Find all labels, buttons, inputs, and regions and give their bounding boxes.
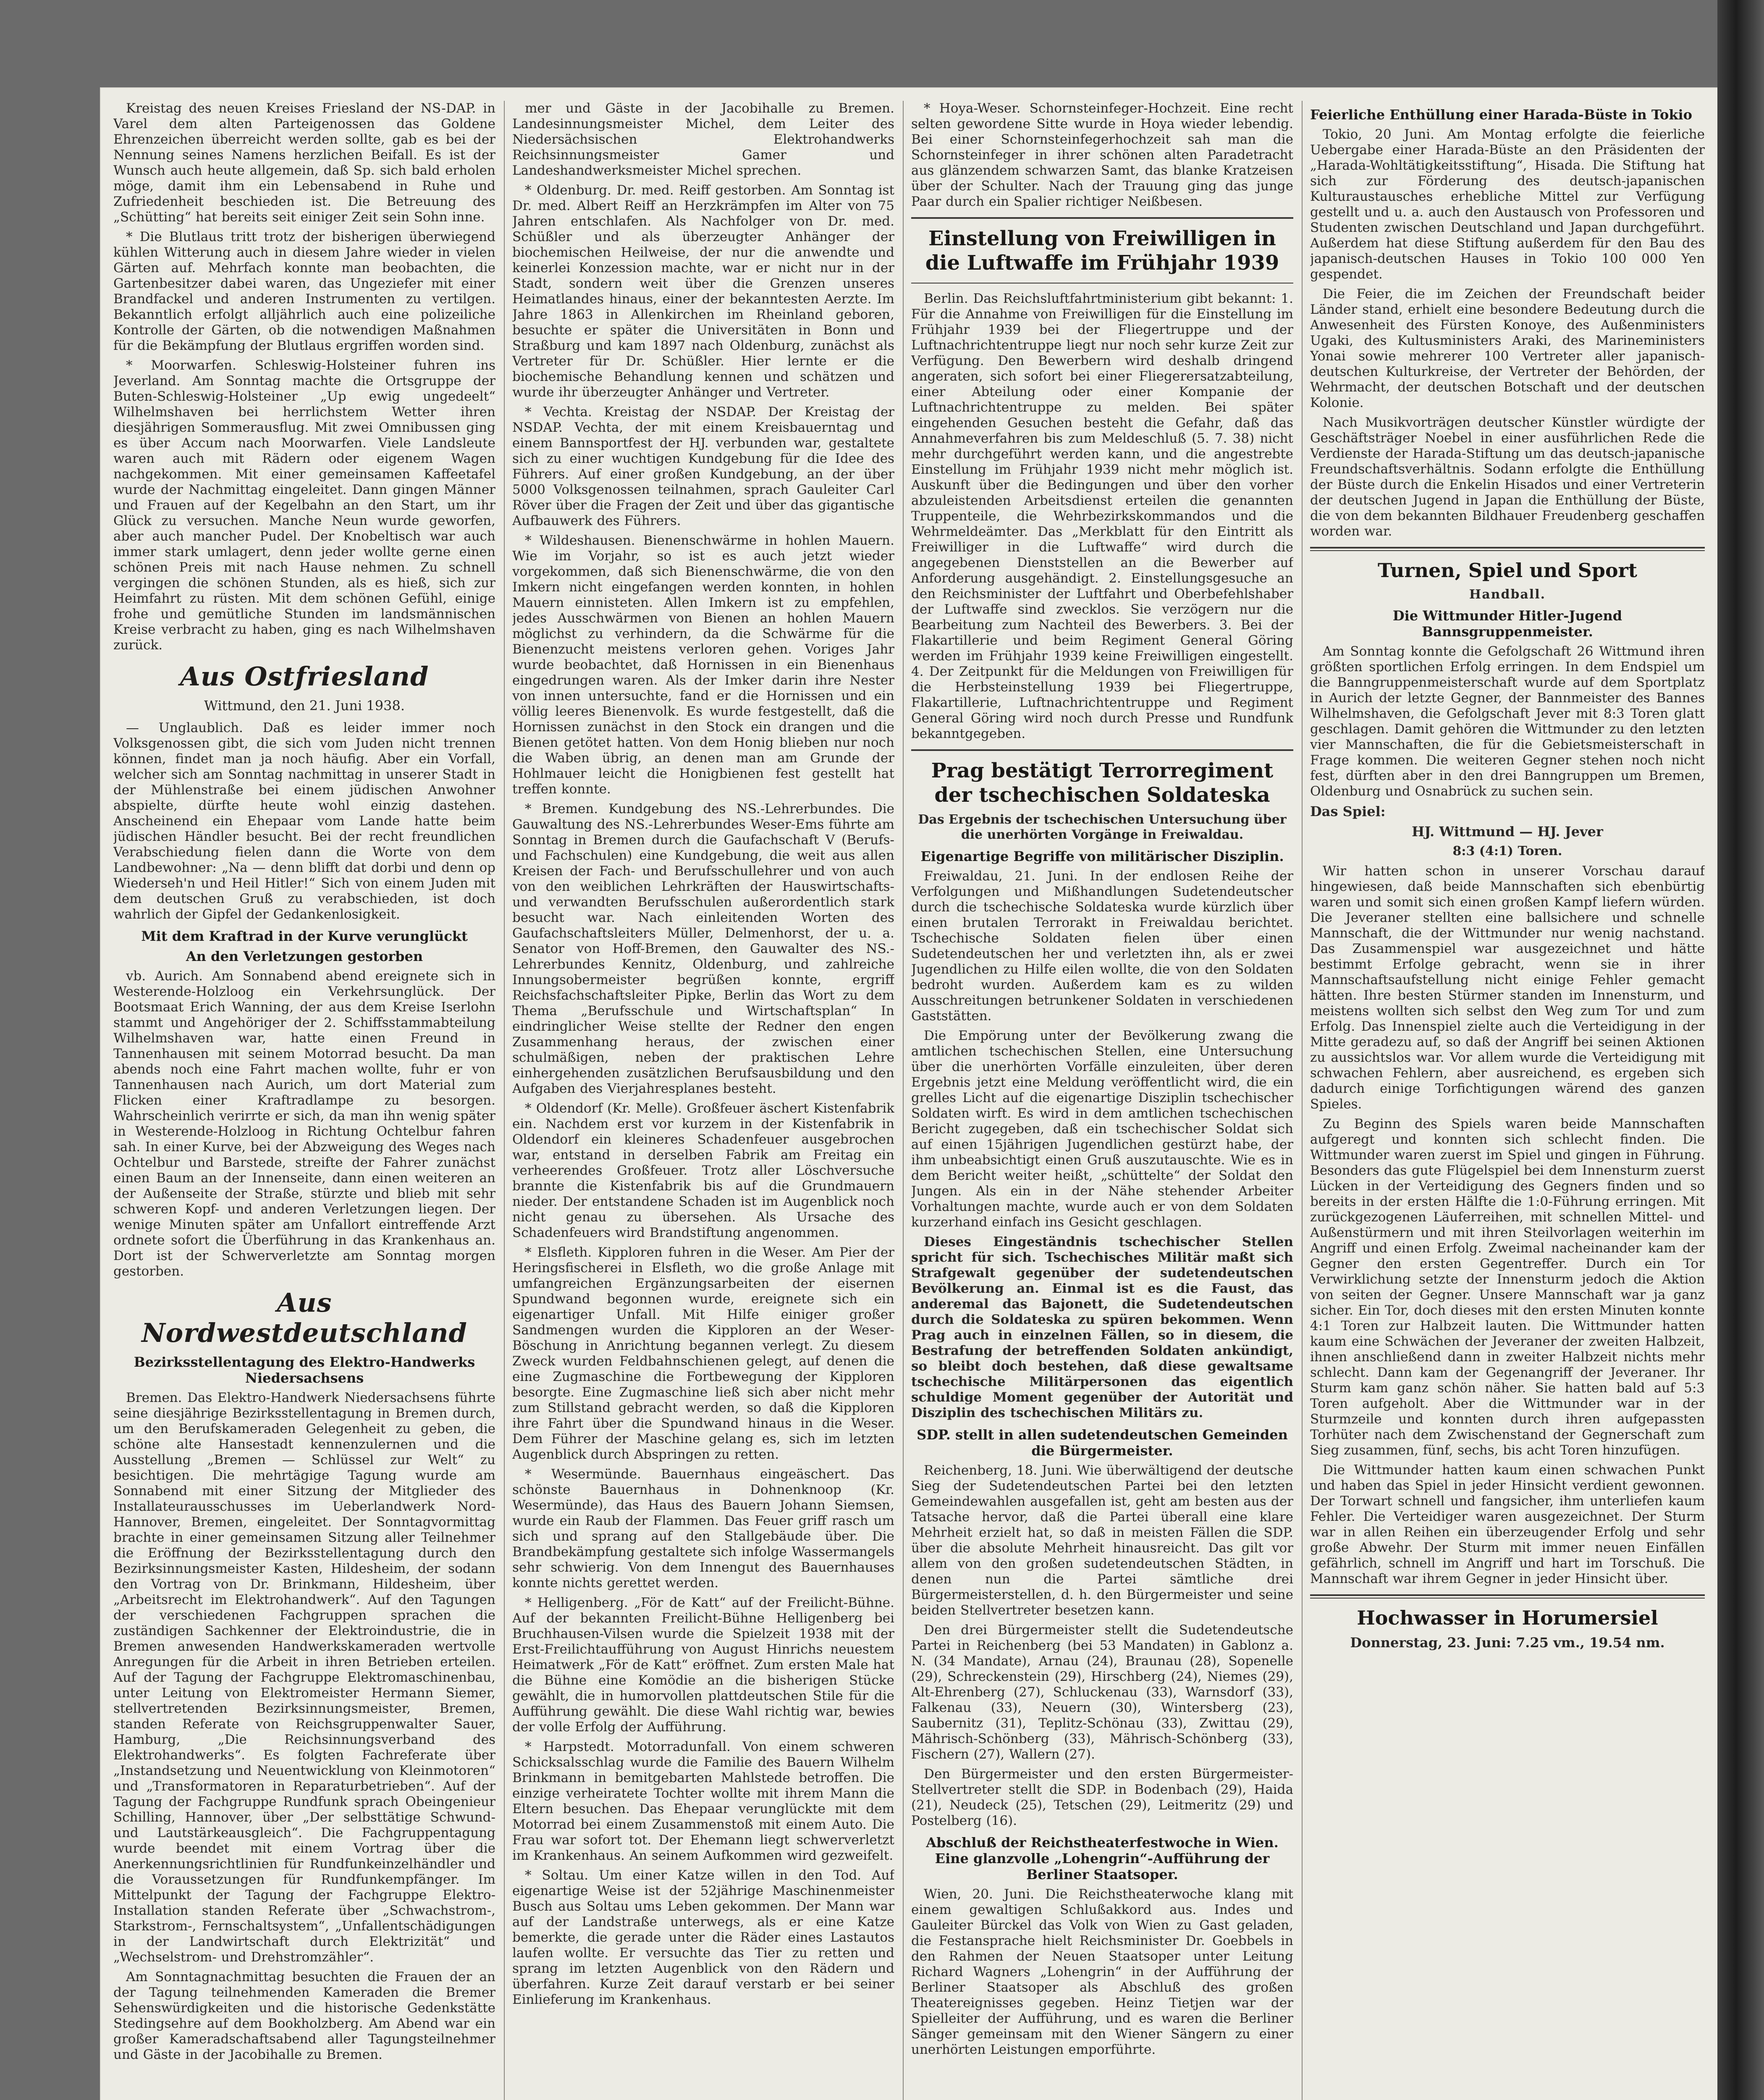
article-paragraph: Die Feier, die im Zeichen der Freundschaft beider Länder stand, erhielt eine besondere Bedeutung durch die Anwesenheit des Fürsten Konoye, des Außenministers Ugaki, des Kultusministers Araki, des Marineministers Yonai sowie mehrerer 100 Vertreter aller japanisch-deutschen Kulturkreise, der Vertreter der Behörden, der Wehrmacht, der deutschen Botschaft und der deutschen Kolonie.: [1310, 286, 1705, 410]
article-paragraph: Die Empörung unter der Bevölkerung zwang die amtlichen tschechischen Stellen, eine Untersuchung über die unerhörten Vorfälle einzuleiten, über deren Ergebnis jetzt eine Meldung veröffentlicht wird, die ein grelles Licht auf die eigenartige Disziplin tschechischer Soldaten wirft. Es wird in dem amtlichen tschechischen Bericht zugegeben, daß ein tschechischer Soldat sich auf einen 15jährigen Jugendlichen gestürzt habe, der ihm unbeabsichtigt einen Gruß auszutauschte. Wie es in dem Bericht weiter heißt, „schüttelte“ der Soldat den Jungen. Als ein in der Nähe stehender Arbeiter Vorhaltungen machte, wurde auch er von dem Soldaten kurzerhand einfach ins Gesicht geschlagen.: [911, 1028, 1293, 1230]
article-paragraph: Die Wittmunder hatten kaum einen schwachen Punkt und haben das Spiel in jeder Hinsicht verdient gewonnen. Der Torwart schnell und fangsicher, ihm unterliefen kaum Fehler. Die Verteidiger waren ausgezeichnet. Der Sturm war in allen Reihen ein überzeugender Erfolg und sehr große Abwehr. Der Sturm mit immer neuen Einfällen gefährlich, schnell im Angriff und hart im Torschuß. Die Mannschaft war ihrem Gegner in jeder Hinsicht über.: [1310, 1462, 1705, 1586]
article-paragraph: * Bremen. Kundgebung des NS.-Lehrerbundes. Die Gauwaltung des NS.-Lehrerbundes Weser-Ems führte am Sonntag in Bremen durch die Gaufachschaft V (Berufs- und Fachschulen) eine Kundgebung, die weit aus allen Kreisen der Fach- und Berufsschullehrer und von auch von den weiblichen Lehrkräften der Hauswirtschafts- und verwandten Berufsschulen außerordentlich stark besucht war. Nach einleitenden Worten des Gaufachschaftsleiters Müller, Delmenhorst, der u. a. Senator von Hoff-Bremen, den Gauwalter des NS.-Lehrerbundes Kennitz, Oldenburg, und zahlreiche Innungsobermeister begrüßen konnte, ergriff Reichsfachschaftsleiter Pipke, Berlin das Wort zu dem Thema „Berufsschule und Wirtschaftsplan“ In eindringlicher Weise stellte der Redner den engen Zusammenhang heraus, der zwischen einer schulmäßigen, neben der praktischen Lehre einhergehenden zusätzlichen Berufsausbildung und den Aufgaben des Vierjahresplanes besteht.: [512, 801, 894, 1096]
section-title-hochwasser: Hochwasser in Horumersiel: [1357, 1606, 1658, 1629]
article-paragraph: Nach Musikvorträgen deutscher Künstler würdigte der Geschäftsträger Noebel in einer ausführlichen Rede die Verdienste der Harada-Stiftung um das deutsch-japanische Freundschaftsverhältnis. Sodann erfolgte die Enthüllung der Büste durch die Enkelin Hisados und einer Vertreterin der deutschen Jugend in Japan die Enthüllung der Büste, die von dem bekannten Bildhauer Freudenberg geschaffen worden war.: [1310, 415, 1705, 539]
article-headline-luftwaffe: Einstellung von Freiwilligen in die Luftwaffe im Frühjahr 1939: [925, 227, 1279, 275]
article-paragraph: * Vechta. Kreistag der NSDAP. Der Kreistag der NSDAP. Vechta, der mit einem Kreisbauerntag und einem Bannsportfest der HJ. verbunden war, gestaltete sich zu einer wuchtigen Kundgebung für die Idee des Führers. Auf einer großen Kundgebung, an der über 5000 Volksgenossen teilnahmen, sprach Gauleiter Carl Röver über die Fragen der Zeit und über das gigantische Aufbauwerk des Führers.: [512, 404, 894, 528]
article-paragraph: vb. Aurich. Am Sonnabend abend ereignete sich in Westerende-Holzloog ein Verkehrsunglück. Der Bootsmaat Erich Wanning, der aus dem Kreise Iserlohn stammt und Angehöriger der 2. Schiffsstammabteilung Wilhelmshaven war, hatte einen Freund in Tannenhausen mit seinem Motorrad besucht. Da man abends noch eine Fahrt machen wollte, fuhr er von Tannenhausen nach Aurich, um dort Material zum Flicken einer Kraftradlampe zu besorgen. Wahrscheinlich verirrte er sich, da man ihn wenig später in Westerende-Holzloog in Richtung Ochtelbur fahren sah. In einer Kurve, bei der Abzweigung des Weges nach Ochtelbur und Barstede, streifte der Fahrer zunächst einen Baum an der Innenseite, dann einen weiteren an der Außenseite der Straße, stürzte und blieb mit sehr schweren Kopf- und anderen Verletzungen liegen. Der wenige Minuten später am Unfallort eintreffende Arzt ordnete sofort die Überführung in das Krankenhaus an. Dort ist der Schwerverletzte am Sonntag morgen gestorben.: [113, 969, 495, 1279]
article-paragraph: — Unglaublich. Daß es leider immer noch Volksgenossen gibt, die sich vom Juden nicht trennen können, findet man ja noch häufig. Aber ein Vorfall, welcher sich am Sonntag nachmittag in unserer Stadt in der Mühlenstraße bei einem jüdischen Anwohner abspielte, dürfte heute wohl einzig dastehen. Anscheinend ein Ehepaar vom Lande hatte beim jüdischen Händler besucht. Bei der recht freundlichen Verabschiedung fielen dann die Worte von dem Landbewohner: „Na — denn blifft dat dorbi und denn op Wiederseh'n und Heil Hitler!“ Sich von einem Juden mit dem deutschen Gruß zu verabschieden, ist doch wahrlich der Gipfel der Gedankenlosigkeit.: [113, 720, 495, 922]
tide-times: Donnerstag, 23. Juni: 7.25 vm., 19.54 nm.: [1350, 1635, 1665, 1651]
article-headline: Bezirksstellentagung des Elektro-Handwerks Niedersachsens: [134, 1354, 475, 1386]
section-title-sport: Turnen, Spiel und Sport: [1377, 559, 1638, 582]
regional-heading-nordwestdeutschland: Aus Nordwestdeutschland: [142, 1287, 467, 1348]
article-paragraph: * Elsfleth. Kipploren fuhren in die Weser. Am Pier der Heringsfischerei in Elsfleth, wo die große Anlage mit umfangreichen Ergänzungsarbeiten der eisernen Spundwand begonnen wurde, ereignete sich ein eigenartiger Unfall. Mit Hilfe einiger großer Sandmengen wurden die Kipploren an der Weser-Böschung in Anrichtung begannen verlegt. Zu diesem Zweck wurden Feldbahnschienen gelegt, auf denen die eine Zugmaschine die Fortbewegung der Kipploren besorgte. Eine Zugmaschine ließ sich aber nicht mehr zum Stillstand gebracht werden, so daß die Kipploren ihre Fahrt über die Spundwand hinaus in die Weser. Dem Führer der Maschine gelang es, sich im letzten Augenblick durch Abspringen zu retten.: [512, 1245, 894, 1462]
article-paragraph: Den drei Bürgermeister stellt die Sudetendeutsche Partei in Reichenberg (bei 53 Mandaten) in Gablonz a. N. (34 Mandate), Arnau (24), Braunau (28), Sopenelle (29), Schreckenstein (29), Hirschberg (24), Niemes (29), Alt-Ehrenberg (27), Schluckenau (33), Warnsdorf (33), Falkenau (33), Neuern (30), Wintersberg (23), Saubernitz (31), Teplitz-Schönau (33), Zwittau (29), Mährisch-Schönberg (33), Mährisch-Schönberg (33), Fischern (27), Wallern (27).: [911, 1622, 1293, 1762]
article-deck: Das Ergebnis der tschechischen Untersuchung über die unerhörten Vorgänge in Freiwaldau.: [918, 812, 1287, 842]
article-headline: Feierliche Enthüllung einer Harada-Büste in Tokio: [1310, 107, 1693, 123]
article-paragraph: Kreistag des neuen Kreises Friesland der NS-DAP. in Varel dem alten Parteigenossen das Goldene Ehrenzeichen überreicht werden sollte, gab es bei der Nennung seines Namens herzlichen Beifall. Es ist der Wunsch auch heute allgemein, daß Sp. sich bald erholen möge, damit ihm ein Lebensabend in Ruhe und Zufriedenheit beschieden ist. Die Betreuung des „Schütting“ hat bereits seit einiger Zeit sein Sohn inne.: [113, 101, 495, 225]
article-paragraph: * Harpstedt. Motorradunfall. Von einem schweren Schicksalsschlag wurde die Familie des Bauern Wilhelm Brinkmann in bemitgebarten Mahlstede betroffen. Die einzige verheiratete Tochter wollte mit ihrem Mann die Eltern besuchen. Das Ehepaar verunglückte mit dem Motorrad bei einem Zusammenstoß mit einem Auto. Die Frau war sofort tot. Der Ehemann liegt schwerverletzt im Krankenhaus. An seinem Aufkommen wird gezweifelt.: [512, 1739, 894, 1863]
section-divider: [1310, 1594, 1705, 1599]
article-paragraph: Am Sonntag konnte die Gefolgschaft 26 Wittmund ihren größten sportlichen Erfolg erringen. In dem Endspiel um die Banngruppenmeisterschaft wurde auf dem Sportplatz in Aurich der letzte Gegner, der Bannmeister des Bannes Wilhelmshaven, die Gefolgschaft Jever mit 8:3 Toren glatt geschlagen. Damit gehören die Wittmunder zu den letzten vier Mannschaften, die für die Gebietsmeisterschaft in Frage kommen. Die weiteren Gegner stehen noch nicht fest, dürften aber in den drei Banngruppen um Bremen, Oldenburg und Osnabrück zu suchen sein.: [1310, 644, 1705, 799]
article-paragraph: Bremen. Das Elektro-Handwerk Niedersachsens führte seine diesjährige Bezirksstellentagung in Bremen durch, um den Berufskameraden Gelegenheit zu geben, die schöne alte Hansestadt kennenzulernen und die Ausstellung „Bremen — Schlüssel zur Welt“ zu besichtigen. Die mehrtägige Tagung wurde am Sonnabend mit einer Sitzung der Mitglieder des Installateurausschusses im Ueberlandwerk Nord-Hannover, Bremen, eingeleitet. Der Sonntagvormittag brachte in einer gemeinsamen Sitzung aller Teilnehmer die Eröffnung der Bezirksstellentagung durch den Bezirksinnungsmeister Kasten, Hildesheim, der sodann den Vortrag von Dr. Brinkmann, Hildesheim, über „Arbeitsrecht im Elektrohandwerk“. Auf den Tagungen der verschiedenen Fachgruppen sprachen die zuständigen Sachkenner der Elektroindustrie, die in Bremen anwesenden Handwerkskameraden wertvolle Anregungen für die Arbeit in ihren Betrieben erteilen. Auf der Tagung der Fachgruppe Elektromaschinenbau, unter Leitung von Elektromeister Hermann Siemer, stellvertretenden Bezirksinnungsmeister, Bremen, standen Referate von Reichsgruppenwalter Sauer, Hamburg, „Die Reichsinnungsverband des Elektrohandwerks“. Es folgten Fachreferate über „Instandsetzung und Neuentwicklung von Kleinmotoren“ und „Transformatoren in Reparaturbetrieben“. Auf der Tagung der Fachgruppe Rundfunk sprach Obeingenieur Schilling, Hannover, über „Der selbsttätige Schwund- und Lautstärkeausgleich“. Die Fachgruppentagung wurde beendet mit einem Vortrag über die Anerkennungsrichtlinien für Rundfunkeinzelhändler und die Voraussetzungen für Rundfunkempfänger. Im Mittelpunkt der Tagung der Fachgruppe Elektro-Installation standen Referate über „Schwachstrom-, Starkstrom-, Fernschaltsystem“, „Unfallentschädigungen in der Landwirtschaft durch Elektrizität“ und „Wechselstrom- und Drehstromzähler“.: [113, 1390, 495, 1965]
article-paragraph: * Helligenberg. „För de Katt“ auf der Freilicht-Bühne. Auf der bekannten Freilicht-Bühne Helligenberg bei Bruchhausen-Vilsen wurde die Spielzeit 1938 mit der Erst-Freilichtaufführung von August Hinrichs neuestem Heimatwerk „För de Katt“ eröffnet. Zum ersten Male hat die Bühne eine Komödie an die bisherigen Stücke gewählt, die in humorvollen plattdeutschen Stile für die Aufführung gewählt. Die diese Wahl richtig war, bewies der volle Erfolg der Aufführung.: [512, 1595, 894, 1735]
article-paragraph: * Hoya-Weser. Schornsteinfeger-Hochzeit. Eine recht selten gewordene Sitte wurde in Hoya wieder lebendig. Bei einer Schornsteinfegerhochzeit sah man die Schornsteinfeger in ihrer schönen alten Paradetracht aus glänzendem schwarzen Samt, das blanke Kratzeisen über der Schulter. Nach der Trauung ging das junge Paar durch ein Spalier richtiger Neißbesen.: [911, 101, 1293, 209]
article-paragraph: Den Bürgermeister und den ersten Bürgermeister-Stellvertreter stellt die SDP. in Bodenbach (29), Haida (21), Neudeck (25), Tetschen (29), Leitmeritz (29) und Postelberg (16).: [911, 1767, 1293, 1828]
column-rule: [1302, 101, 1303, 2100]
article-paragraph: Zu Beginn des Spiels waren beide Mannschaften aufgeregt und konnten sich schlecht finden. Die Wittmunder waren zuerst im Spiel und gingen in Führung. Besonders das gute Flügelspiel bei dem Innensturm zuerst Lücken in der Verteidigung des Gegners finden und so bereits in der ersten Hälfte die 1:0-Führung erringen. Mit zurückgezogenen Läuferreihen, mit schnellen Mittel- und Außenstürmern und mit ihren Steilvorlagen weiterhin im Angriff und einen Erfolg. Zweimal nacheinander kam der Gegner den ersten Gegentreffer. Durch ein Tor Verwirklichung setzte der Innensturm jedoch die Aktion von seiten der Gegner. Unsere Mannschaft war ja ganz sicher. Ein Tor, doch dieses mit den ersten Minuten konnte 4:1 Toren zur Halbzeit lauten. Die Wittmunder hatten kaum eine Schwächen der Jeveraner der zweiten Halbzeit, ihnen anschließend dann in zweiter Halbzeit nichts mehr schlecht. Dann kam der Gegenangriff der Jeveraner. Ihr Sturm kam ganz schön näher. Sie hatten bald auf 5:3 Toren aufgeholt. Aber die Wittmunder war in der Sturmzeile und konnten durch ihren aufgepassten Torhüter nach dem Zwischenstand der Gegnerschaft zum Sieg zusammen, fünf, sechs, bis acht Toren hinzufügen.: [1310, 1116, 1705, 1458]
article-paragraph: * Wildeshausen. Bienenschwärme in hohlen Mauern. Wie im Vorjahr, so ist es auch jetzt wieder vorgekommen, daß sich Bienenschwärme, die von den Imkern nicht eingefangen werden konnten, in hohlen Mauern einnisteten. Allen Imkern ist zu empfehlen, jedes Ausschwärmen von Bienen an hohlen Mauern möglichst zu verhindern, da die Schwärme für die Bienenzucht meistens verloren gehen. Voriges Jahr wurde beobachtet, daß Hornissen in ein Bienenhaus eingedrungen waren. Als der Imker darin ihre Nester von innen untersuchte, fand er die Hornissen und ein völlig leeres Bienenvolk. Es wurde festgestellt, daß die Hornissen zunächst in den Stock ein drangen und die Bienen getötet hatten. Von dem Honig blieben nur noch die Waben übrig, an denen man am Grunde der Hohlmauer leicht die Honigbienen fest gestellt hat treffen konnte.: [512, 533, 894, 797]
article-paragraph: Dieses Eingeständnis tschechischer Stellen spricht für sich. Tschechisches Militär maßt sich Strafgewalt gegenüber der sudetendeutschen Bevölkerung an. Einmal ist es die Faust, das anderemal das Bajonett, die Sudetendeutschen durch die Soldateska zu spüren bekommen. Wenn Prag auch in einzelnen Fällen, so in diesem, die Bestrafung der betreffenden Soldaten ankündigt, so bleibt doch bestehen, daß diese gewaltsame tschechische Militärpersonen das eigentlich schuldige Moment gegenüber der Autorität und Disziplin des tschechischen Militärs zu.: [911, 1234, 1293, 1420]
article-paragraph: * Oldenburg. Dr. med. Reiff gestorben. Am Sonntag ist Dr. med. Albert Reiff an Herzkrämpfen im Alter von 75 Jahren entschlafen. Als Nachfolger von Dr. med. Schüßler und als überzeugter Anhänger der biochemischen Heilweise, der nur die anwendte und keinerlei Konzession machte, war er nicht nur in der Stadt, sondern weit über die Grenzen unseres Heimatlandes hinaus, einer der bekanntesten Aerzte. Im Jahre 1863 in Allenkirchen im Rheinland geboren, besuchte er später die Universitäten in Bonn und Straßburg und kam 1897 nach Oldenburg, zunächst als Vertreter für Dr. Schüßler. Hier lernte er die biochemische Behandlung kennen und schätzen und wurde ihr überzeugter Anhänger und Vertreter.: [512, 183, 894, 400]
match-result: 8:3 (4:1) Toren.: [1452, 844, 1562, 858]
article-paragraph: Berlin. Das Reichsluftfahrtministerium gibt bekannt: 1. Für die Annahme von Freiwilligen für die Einstellung im Frühjahr 1939 bei der Fliegertruppe und der Luftnachrichtentruppe liegt nur noch sehr kurze Zeit zur Verfügung. Den Bewerbern wird deshalb dringend angeraten, sich sofort bei einer Fliegerersatzabteilung, einer Abteilung oder einer Kompanie der Luftnachrichtentruppe zu melden. Bei später eingehenden Gesuchen besteht die Gefahr, daß das Annahmeverfahren bis zum Meldeschluß (5. 7. 38) nicht mehr durchgeführt werden kann, und die angestrebte Einstellung im Frühjahr 1939 nicht mehr möglich ist. Auskunft über die Bedingungen und über den vorher abzuleistenden Arbeitsdienst erteilen die genannten Truppenteile, die Wehrbezirkskommandos und die Wehrmeldeämter. Das „Merkblatt für den Eintritt als Freiwilliger in die Luftwaffe“ wird durch die angegebenen Dienststellen an die Bewerber auf Anforderung ausgehändigt. 2. Einstellungsgesuche an den Reichsminister der Luftfahrt und Oberbefehlshaber der Luftwaffe sind zwecklos. Sie verzögern nur die Bearbeitung zum Nachteil des Bewerbers. 3. Bei der Flakartillerie und beim Regiment General Göring werden im Frühjahr 1939 keine Freiwilligen eingestellt. 4. Der Zeitpunkt für die Meldungen von Freiwilligen für die Herbsteinstellung 1939 bei Fliegertruppe, Flakartillerie, Luftnachrichtentruppe und Regiment General Göring wird noch durch Presse und Rundfunk bekanntgegeben.: [911, 291, 1293, 741]
article-headline-prag: Prag bestätigt Terrorregiment der tschechischen Soldateska: [931, 759, 1274, 807]
column-rule: [504, 101, 505, 2100]
article-paragraph: mer und Gäste in der Jacobihalle zu Bremen. Landesinnungsmeister Michel, dem Leiter des Niedersächsischen Elektrohandwerks Reichsinnungsmeister Gamer und Landeshandwerksmeister Michel sprechen.: [512, 101, 894, 178]
match-label: Das Spiel:: [1310, 803, 1386, 819]
regional-heading-ostfriesland: Aus Ostfriesland: [180, 661, 429, 692]
column-2: [512, 101, 894, 2100]
article-paragraph: * Oldendorf (Kr. Melle). Großfeuer äschert Kistenfabrik ein. Nachdem erst vor kurzem in der Kistenfabrik in Oldendorf ein kleineres Schadenfeuer ausgebrochen war, entstand in derselben Fabrik am Freitag ein verheerendes Großfeuer. Trotz aller Löschversuche brannte die Kistenfabrik bis auf die Grundmauern nieder. Der entstandene Schaden ist im Augenblick noch nicht genau zu übersehen. Als Ursache des Schadenfeuers wird Brandstiftung angenommen.: [512, 1101, 894, 1240]
article-paragraph: * Die Blutlaus tritt trotz der bisherigen überwiegend kühlen Witterung auch in diesem Jahre wieder in vielen Gärten auf. Mehrfach konnte man beobachten, die Gartenbesitzer dabei waren, das Ungeziefer mit einer Brandfackel und anderen Instrumenten zu vertilgen. Bekanntlich erfolgt alljährlich auch eine polizeiliche Kontrolle der Gärten, ob die notwendigen Maßnahmen für die Bekämpfung der Blutlaus ergriffen worden sind.: [113, 229, 495, 353]
article-headline: SDP. stellt in allen sudetendeutschen Gemeinden die Bürgermeister.: [917, 1427, 1288, 1459]
section-divider: [911, 749, 1293, 751]
page-edge-shadow: [1717, 0, 1764, 2100]
article-paragraph: Reichenberg, 18. Juni. Wie überwältigend der deutsche Sieg der Sudetendeutschen Partei bei den letzten Gemeindewahlen ausgefallen ist, geht am besten aus der Tatsache hervor, daß die Partei überall eine klare Mehrheit erzielt hat, so daß in meisten Fällen die SDP. über die absolute Mehrheit hinausreicht. Das gilt vor allem von den großen sudetendeutschen Städten, in denen nun die Partei sämtliche drei Bürgermeisterstellen, d. h. den Bürgermeister und seine beiden Stellvertreter besetzen kann.: [911, 1463, 1293, 1618]
section-subtitle: Handball.: [1469, 587, 1546, 602]
column-rule: [903, 101, 904, 2100]
article-headline: Abschluß der Reichstheaterfestwoche in Wien. Eine glanzvolle „Lohengrin“-Aufführung der Berliner Staatsoper.: [926, 1835, 1279, 1882]
article-paragraph: * Wesermünde. Bauernhaus eingeäschert. Das schönste Bauernhaus in Dohnenknoop (Kr. Wesermünde), das Haus des Bauern Johann Siemsen, wurde ein Raub der Flammen. Das Feuer griff rasch um sich und sprang auf den Stallgebäude über. Die Brandbekämpfung gestaltete sich infolge Wassermangels sehr schwierig. Von dem Innengut des Bauernhauses konnte nichts gerettet werden.: [512, 1467, 894, 1591]
article-paragraph: * Moorwarfen. Schleswig-Holsteiner fuhren ins Jeverland. Am Sonntag machte die Ortsgruppe der Buten-Schleswig-Holsteiner „Up ewig ungedeelt“ Wilhelmshaven bei herrlichstem Wetter ihren diesjährigen Sommerausflug. Mit zwei Omnibussen ging es über Accum nach Moorwarfen. Viele Landsleute waren auch mit Rädern oder eigenem Wagen nachgekommen. Mit einer gemeinsamen Kaffeetafel wurde der Nachmittag eingeleitet. Dann gingen Männer und Frauen auf der Kegelbahn an den Start, um ihr Glück zu versuchen. Manche Neun wurde geworfen, aber auch mancher Pudel. Der Knobeltisch war auch immer stark umlagert, denn jeder wollte gerne einen schönen Preis mit nach Hause nehmen. Zu schnell vergingen die schönen Stunden, als es hieß, sich zur Heimfahrt zu rüsten. Mit dem schönen Gefühl, einige frohe und gemütliche Stunden im landsmännischen Kreise verbracht zu haben, ging es nach Wilhelmshaven zurück.: [113, 358, 495, 653]
article-paragraph: Freiwaldau, 21. Juni. In der endlosen Reihe der Verfolgungen und Mißhandlungen Sudetendeutscher durch die tschechische Soldateska wurde kürzlich über einen brutalen Terrorakt in Freiwaldau berichtet. Tschechische Soldaten fielen über einen Sudetendeutschen her und verletzten ihn, als er zwei Jugendlichen zu Hilfe eilen wollte, die von den Soldaten bedroht wurden. Außerdem kam es zu wilden Ausschreitungen betrunkener Soldaten in verschiedenen Gaststätten.: [911, 869, 1293, 1024]
article-paragraph: Wir hatten schon in unserer Vorschau darauf hingewiesen, daß beide Mannschaften sich ebenbürtig waren und somit sich einen großen Kampf liefern würden. Die Jeveraner stellten eine ballsichere und schnelle Mannschaft, die der Wittmunder nur wenig nachstand. Das Zusammenspiel war ausgezeichnet und hätte bestimmt Erfolge gebracht, wenn sie in ihrer Mannschaftsaufstellung nicht einige Fehler gemacht hätten. Ihre besten Stürmer standen im Innensturm, und meistens wollten sich selbst den Weg zum Tor und zum Erfolg. Das Innenspiel zielte auch die Verteidigung in der Mitte geradezu auf, so daß der Angriff bei seinen Aktionen zu aussichtslos war. Vor allem wurde die Verteidigung mit schwachen Fehlern, aber ausreichend, es ergeben sich dadurch einige Torfichtigungen wärend des ganzen Spieles.: [1310, 864, 1705, 1112]
article-paragraph: Tokio, 20 Juni. Am Montag erfolgte die feierliche Uebergabe einer Harada-Büste an den Präsidenten der „Harada-Wohltätigkeitsstiftung“, Hisada. Die Stiftung hat sich zur Förderung des deutsch-japanischen Kulturaustausches erhebliche Mittel zur Verfügung gestellt und u. a. auch den Austausch von Professoren und Studenten zwischen Deutschland und Japan durchgeführt. Außerdem hat diese Stiftung außerdem für den Bau des japanisch-deutschen Hauses in Tokio 100 000 Yen gespendet.: [1310, 127, 1705, 282]
match-teams: HJ. Wittmund — HJ. Jever: [1412, 824, 1603, 840]
article-subheadline: An den Verletzungen gestorben: [186, 948, 423, 964]
section-divider: [1310, 547, 1705, 551]
column-3: [911, 101, 1293, 2100]
article-subheadline: Eigenartige Begriffe von militärischer Disziplin.: [920, 848, 1284, 864]
article-paragraph: Wien, 20. Juni. Die Reichstheaterwoche klang mit einem gewaltigen Schlußakkord aus. Indes und Gauleiter Bürckel das Volk von Wien zu Gast geladen, die Festansprache hielt Reichsminister Dr. Goebbels in den Rahmen der Neuen Staatsoper unter Leitung Richard Wagners „Lohengrin“ in der Aufführung der Berliner Staatsoper als Abschluß des großen Theatereignisses gegeben. Heinz Tietjen war der Spielleiter der Aufführung, und es waren die Berliner Sänger gemeinsam mit den Wiener Sängern zu einer unerhörten Leistungen emporführte.: [911, 1887, 1293, 2057]
article-headline: Mit dem Kraftrad in der Kurve verunglückt: [141, 928, 468, 944]
section-divider: [911, 283, 1293, 284]
article-paragraph: Am Sonntagnachmittag besuchten die Frauen der an der Tagung teilnehmenden Kameraden die Bremer Sehenswürdigkeiten und die historische Gedenkstätte Stedingsehre auf dem Bookholzberg. Am Abend war ein großer Kameradschaftsabend aller Tagungsteilnehmer und Gäste in der Jacobihalle zu Bremen.: [113, 1969, 495, 2062]
newspaper-page: [101, 88, 1717, 2100]
article-paragraph: * Soltau. Um einer Katze willen in den Tod. Auf eigenartige Weise ist der 52jährige Maschinenmeister Busch aus Soltau ums Leben gekommen. Der Mann war auf der Landstraße unterwegs, als er eine Katze bemerkte, die gerade unter die Räder eines Lastautos laufen wollte. Er versuchte das Tier zu retten und sprang im letzten Augenblick von den Rädern und überfahren. Kurze Zeit darauf verstarb er bei seiner Einlieferung im Krankenhaus.: [512, 1868, 894, 2007]
column-4: [1310, 101, 1705, 2100]
section-divider: [911, 217, 1293, 219]
dateline: Wittmund, den 21. Juni 1938.: [204, 698, 405, 714]
column-1: [113, 101, 495, 2100]
article-headline: Die Wittmunder Hitler-Jugend Bannsgruppenmeister.: [1392, 608, 1622, 640]
